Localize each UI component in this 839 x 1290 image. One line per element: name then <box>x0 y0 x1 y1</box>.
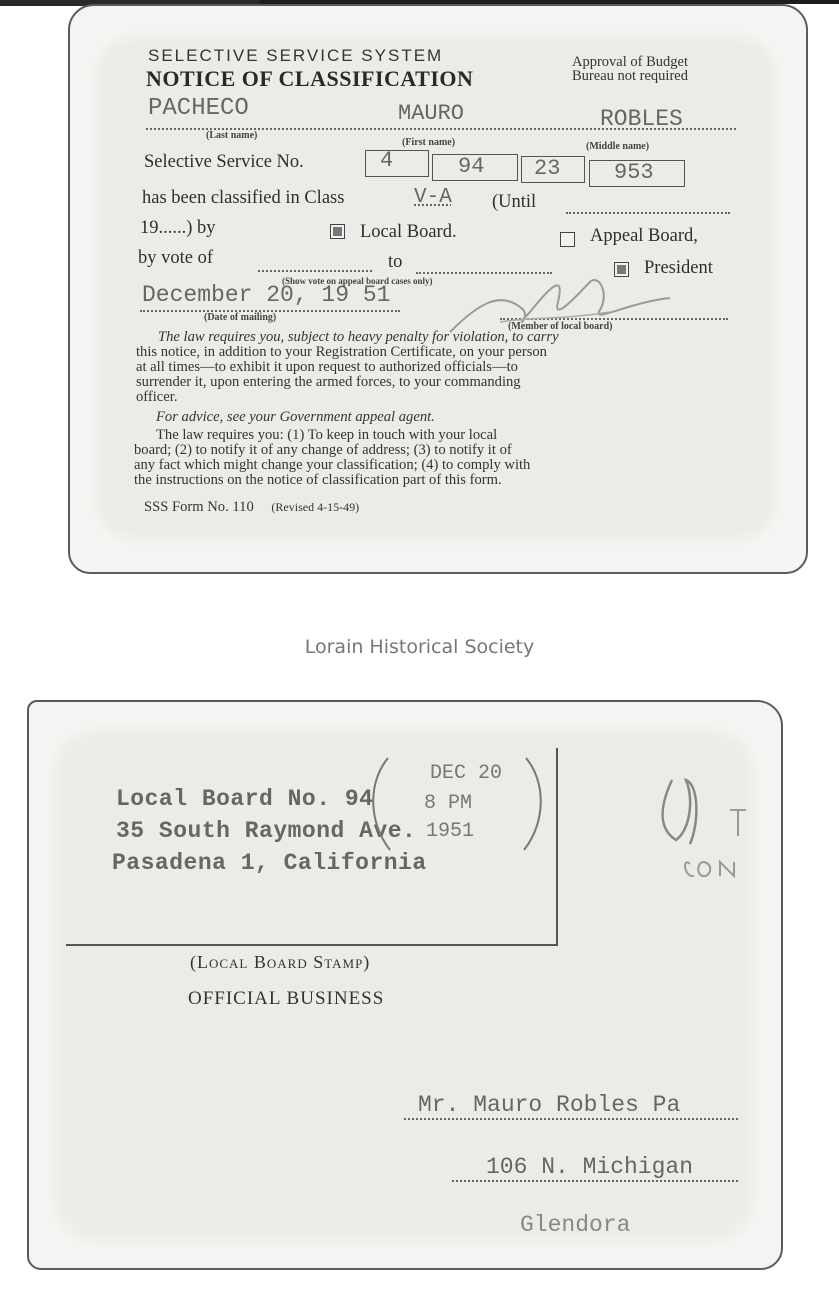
ss-number-part-4: 953 <box>614 160 654 185</box>
ss-number-part-2: 94 <box>458 154 485 179</box>
class-value: V-A <box>414 186 452 209</box>
classified-text: has been classified in Class <box>142 188 345 208</box>
until-text: (Until <box>492 192 537 212</box>
board-stamp-line-2: 35 South Raymond Ave. <box>116 818 417 844</box>
caption-middle-name: (Middle name) <box>586 141 650 152</box>
form-number: SSS Form No. 110 (Revised 4-15-49) <box>144 499 360 515</box>
postmark-date: DEC 20 <box>430 762 503 785</box>
agency-title: SELECTIVE SERVICE SYSTEM <box>148 46 444 65</box>
local-board-label: Local Board. <box>360 222 457 242</box>
vote-by-text: by vote of <box>138 248 214 268</box>
ss-number-part-3: 23 <box>534 156 561 181</box>
caption-date-of-mailing: (Date of mailing) <box>204 312 277 323</box>
local-board-stamp-label: (Local Board Stamp) <box>190 952 371 972</box>
middle-name: ROBLES <box>600 106 683 132</box>
appeal-board-checkbox <box>560 232 575 247</box>
addressee-city: Glendora <box>520 1212 631 1236</box>
cancellation-mark-icon <box>650 760 762 890</box>
ss-number-box-1 <box>365 150 429 177</box>
year-by-text: 19......) by <box>140 218 216 238</box>
appeal-board-label: Appeal Board, <box>590 226 698 246</box>
mailing-date: December 20, 19 51 <box>142 282 391 308</box>
caption-first-name: (First name) <box>402 137 456 148</box>
approval-note: Approval of Budget Bureau not required <box>572 54 688 84</box>
source-credit: Lorain Historical Society <box>304 636 535 658</box>
addressee-name: Mr. Mauro Robles Pa <box>418 1092 681 1118</box>
president-label: President <box>644 258 713 278</box>
street-line <box>452 1180 738 1182</box>
until-line <box>566 212 730 214</box>
postmark-time: 8 PM <box>424 792 473 815</box>
notice-title: NOTICE OF CLASSIFICATION <box>146 66 474 91</box>
ss-number-label: Selective Service No. <box>144 152 304 172</box>
advice-line: For advice, see your Government appeal agent. <box>156 409 435 425</box>
postmark-icon <box>368 752 546 854</box>
addressee-line <box>404 1118 738 1120</box>
vote-line-1 <box>258 270 372 272</box>
caption-last-name: (Last name) <box>206 130 258 141</box>
ss-number-part-1: 4 <box>380 148 394 173</box>
vote-to-text: to <box>388 252 403 272</box>
law-paragraph-2: The law requires you: (1) To keep in touch with your local board; (2) to notify it of any change of address; (3) to notify it of any fact which might change your classification; (4) to comply with the instructions on the notice of classification part of this form. <box>134 427 531 488</box>
addressee-street: 106 N. Michigan <box>486 1154 694 1180</box>
last-name: PACHECO <box>148 95 249 122</box>
caption-member: (Member of local board) <box>508 321 613 332</box>
board-stamp-line-3: Pasadena 1, California <box>112 850 427 876</box>
board-stamp-line-1: Local Board No. 94 <box>116 786 374 812</box>
first-name: MAURO <box>398 101 465 126</box>
postmark-year: 1951 <box>426 820 475 843</box>
law-paragraph-1: The law requires you, subject to heavy penalty for violation, to carry this notice, in addition to your Registration Certificate, on your person at all times—to exhibit it upon request to authorized officials—to surrender it, upon entering the armed forces, to your commanding officer. <box>136 329 559 405</box>
caption-vote: (Show vote on appeal board cases only) <box>282 276 433 286</box>
local-board-checkbox <box>330 224 345 239</box>
official-business: OFFICIAL BUSINESS <box>188 988 385 1009</box>
